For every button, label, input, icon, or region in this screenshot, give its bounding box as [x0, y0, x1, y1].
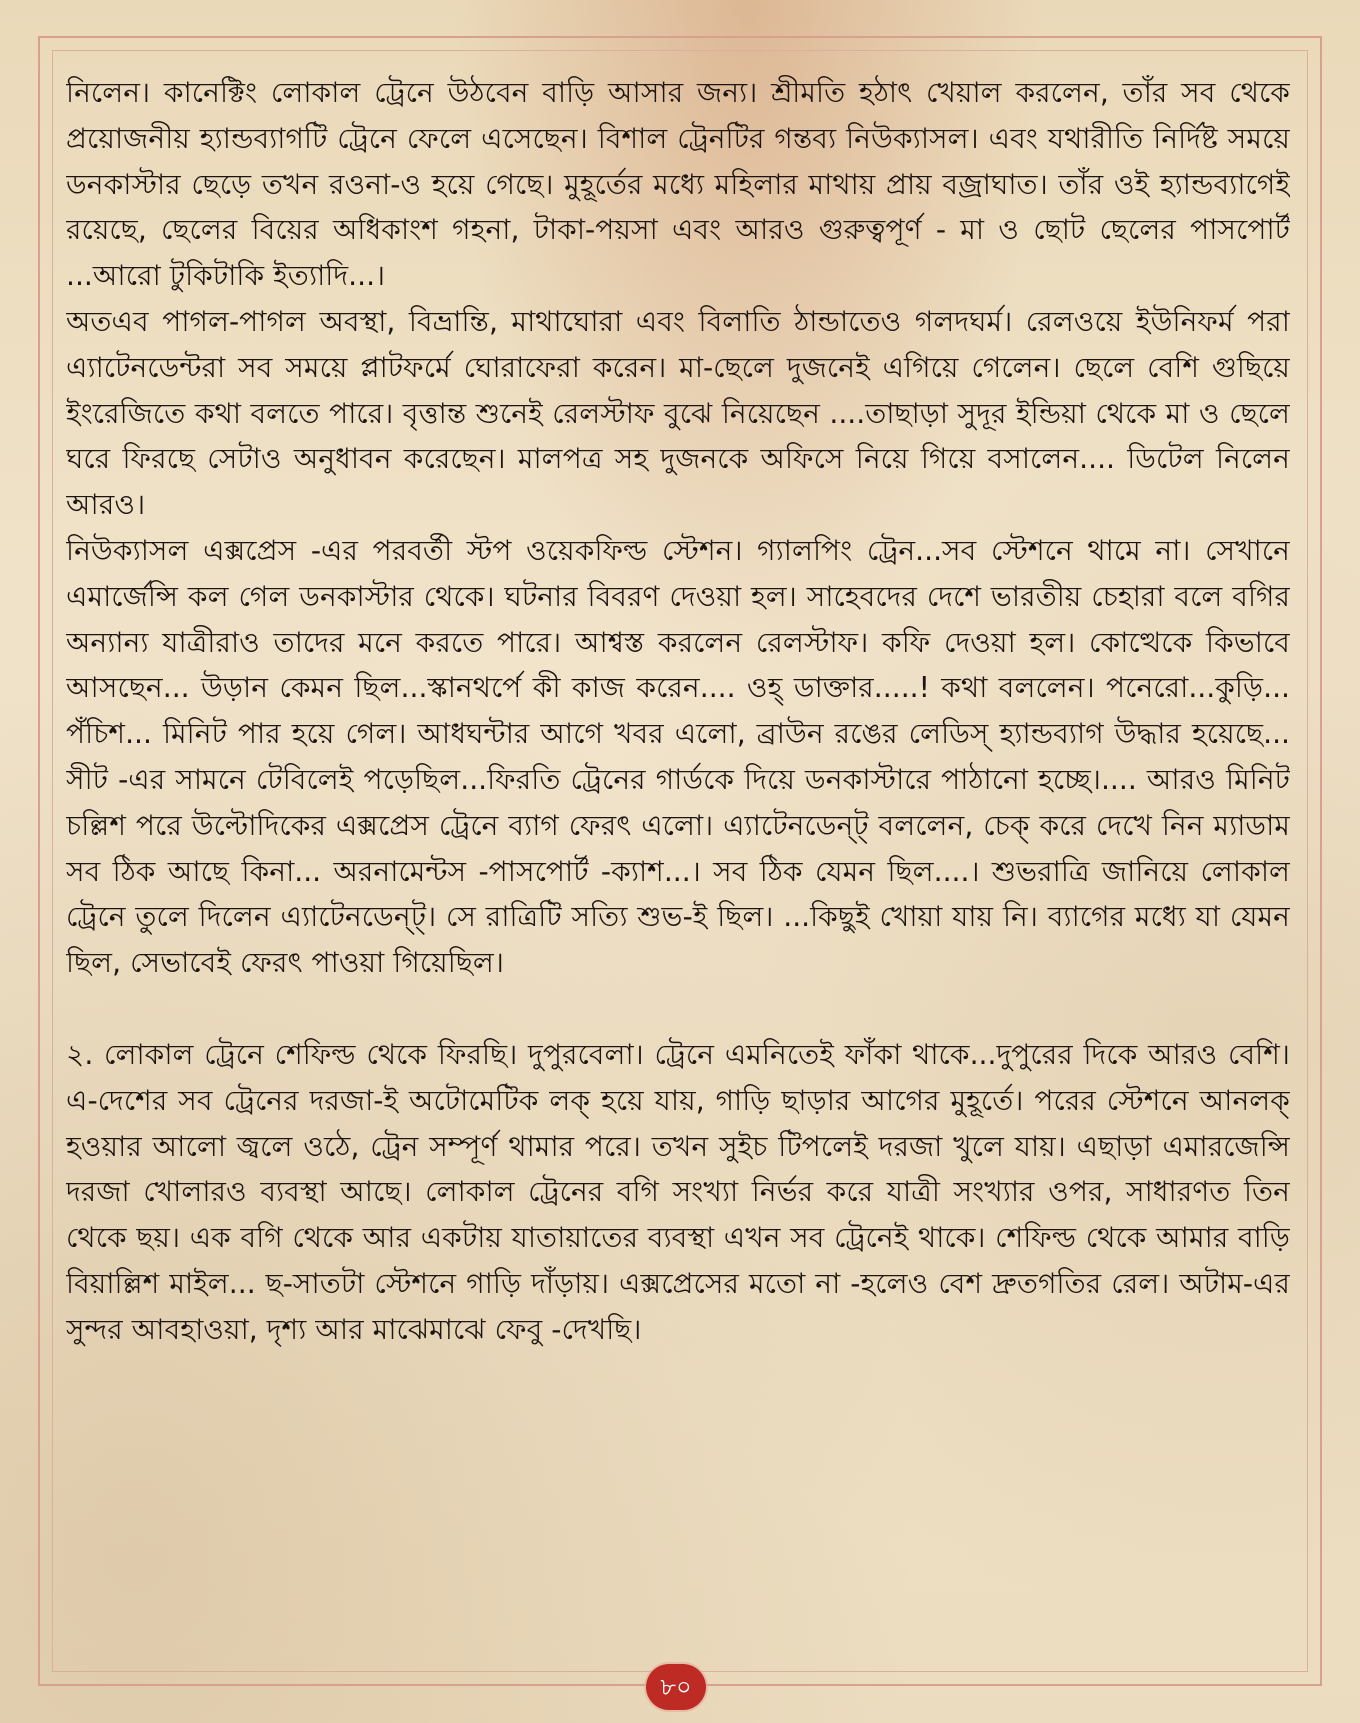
page-number-badge: ৮০	[646, 1664, 706, 1710]
paragraph-4: ২. লোকাল ট্রেনে শেফিল্ড থেকে ফিরছি। দুপুরবেলা। ট্রেনে এমনিতেই ফাঁকা থাকে...দুপুরের দিকে আরও বেশি। এ-দেশের সব ট্রেনের দরজা-ই অটোমেটিক লক্ হয়ে যায়, গাড়ি ছাড়ার আগের মুহূর্তে। পরের স্টেশনে আনলক্ হওয়ার আলো জ্বলে ওঠে, ট্রেন সম্পূর্ণ থামার পরে। তখন সুইচ টিপলেই দরজা খুলে যায়। এছাড়া এমারজেন্সি দরজা খোলারও ব্যবস্থা আছে। লোকাল ট্রেনের বগি সংখ্যা নির্ভর করে যাত্রী সংখ্যার ওপর, সাধারণত তিন থেকে ছয়। এক বগি থেকে আর একটায় যাতায়াতের ব্যবস্থা এখন সব ট্রেনেই থাকে। শেফিল্ড থেকে আমার বাড়ি বিয়াল্লিশ মাইল... ছ-সাতটা স্টেশনে গাড়ি দাঁড়ায়। এক্সপ্রেসের মতো না -হলেও বেশ দ্রুতগতির রেল। অটাম-এর সুন্দর আবহাওয়া, দৃশ্য আর মাঝেমাঝে ফেবু -দেখছি।	[66, 1037, 1290, 1346]
paragraph-1: নিলেন। কানেক্টিং লোকাল ট্রেনে উঠবেন বাড়ি আসার জন্য। শ্রীমতি হঠাৎ খেয়াল করলেন, তাঁর সব থেকে প্রয়োজনীয় হ্যান্ডব্যাগটি ট্রেনে ফেলে এসেছেন। বিশাল ট্রেনটির গন্তব্য নিউক্যাসল। এবং যথারীতি নির্দিষ্ট সময়ে ডনকাস্টার ছেড়ে তখন রওনা-ও হয়ে গেছে। মুহূর্তের মধ্যে মহিলার মাথায় প্রায় বজ্রাঘাত। তাঁর ওই হ্যান্ডব্যাগেই রয়েছে, ছেলের বিয়ের অধিকাংশ গহনা, টাকা-পয়সা এবং আরও গুরুত্বপূর্ণ - মা ও ছোট ছেলের পাসপোর্ট ...আরো টুকিটাকি ইত্যাদি...।	[66, 76, 1290, 293]
paragraph-2: অতএব পাগল-পাগল অবস্থা, বিভ্রান্তি, মাথাঘোরা এবং বিলাতি ঠান্ডাতেও গলদঘর্ম। রেলওয়ে ইউনিফর্ম পরা এ্যাটেনডেন্টরা সব সময়ে প্লাটফর্মে ঘোরাফেরা করেন। মা-ছেলে দুজনেই এগিয়ে গেলেন। ছেলে বেশি গুছিয়ে ইংরেজিতে কথা বলতে পারে। বৃত্তান্ত শুনেই রেলস্টাফ বুঝে নিয়েছেন ....তাছাড়া সুদূর ইন্ডিয়া থেকে মা ও ছেলে ঘরে ফিরছে সেটাও অনুধাবন করেছেন। মালপত্র সহ দুজনকে অফিসে নিয়ে গিয়ে বসালেন.... ডিটেল নিলেন আরও।	[66, 304, 1290, 522]
paragraph-3: নিউক্যাসল এক্সপ্রেস -এর পরবর্তী স্টপ ওয়েকফিল্ড স্টেশন। গ্যালপিং ট্রেন...সব স্টেশনে থামে না। সেখানে এমার্জেন্সি কল গেল ডনকাস্টার থেকে। ঘটনার বিবরণ দেওয়া হল। সাহেবদের দেশে ভারতীয় চেহারা বলে বগির অন্যান্য যাত্রীরাও তাদের মনে করতে পারে। আশ্বস্ত করলেন রেলস্টাফ। কফি দেওয়া হল। কোত্থেকে কিভাবে আসছেন... উড়ান কেমন ছিল...স্কানথর্পে কী কাজ করেন.... ওহ্ ডাক্তার.....! কথা বললেন। পনেরো...কুড়ি... পঁচিশ... মিনিট পার হয়ে গেল। আধঘন্টার আগে খবর এলো, ব্রাউন রঙের লেডিস্ হ্যান্ডব্যাগ উদ্ধার হয়েছে... সীট -এর সামনে টেবিলেই পড়েছিল...ফিরতি ট্রেনের গার্ডকে দিয়ে ডনকাস্টারে পাঠানো হচ্ছে।.... আরও মিনিট চল্লিশ পরে উল্টোদিকের এক্সপ্রেস ট্রেনে ব্যাগ ফেরৎ এলো। এ্যাটেনডেন্ট্ বললেন, চেক্ করে দেখে নিন ম্যাডাম সব ঠিক আছে কিনা... অরনামেন্টস -পাসপোর্ট -ক্যাশ...। সব ঠিক যেমন ছিল....। শুভরাত্রি জানিয়ে লোকাল ট্রেনে তুলে দিলেন এ্যাটেনডেন্ট্। সে রাত্রিটি সত্যি শুভ-ই ছিল। ...কিছুই খোয়া যায় নি। ব্যাগের মধ্যে যা যেমন ছিল, সেভাবেই ফেরৎ পাওয়া গিয়েছিল।	[66, 533, 1290, 980]
paragraph-gap	[66, 986, 1290, 1032]
page-text	[66, 70, 1290, 1630]
